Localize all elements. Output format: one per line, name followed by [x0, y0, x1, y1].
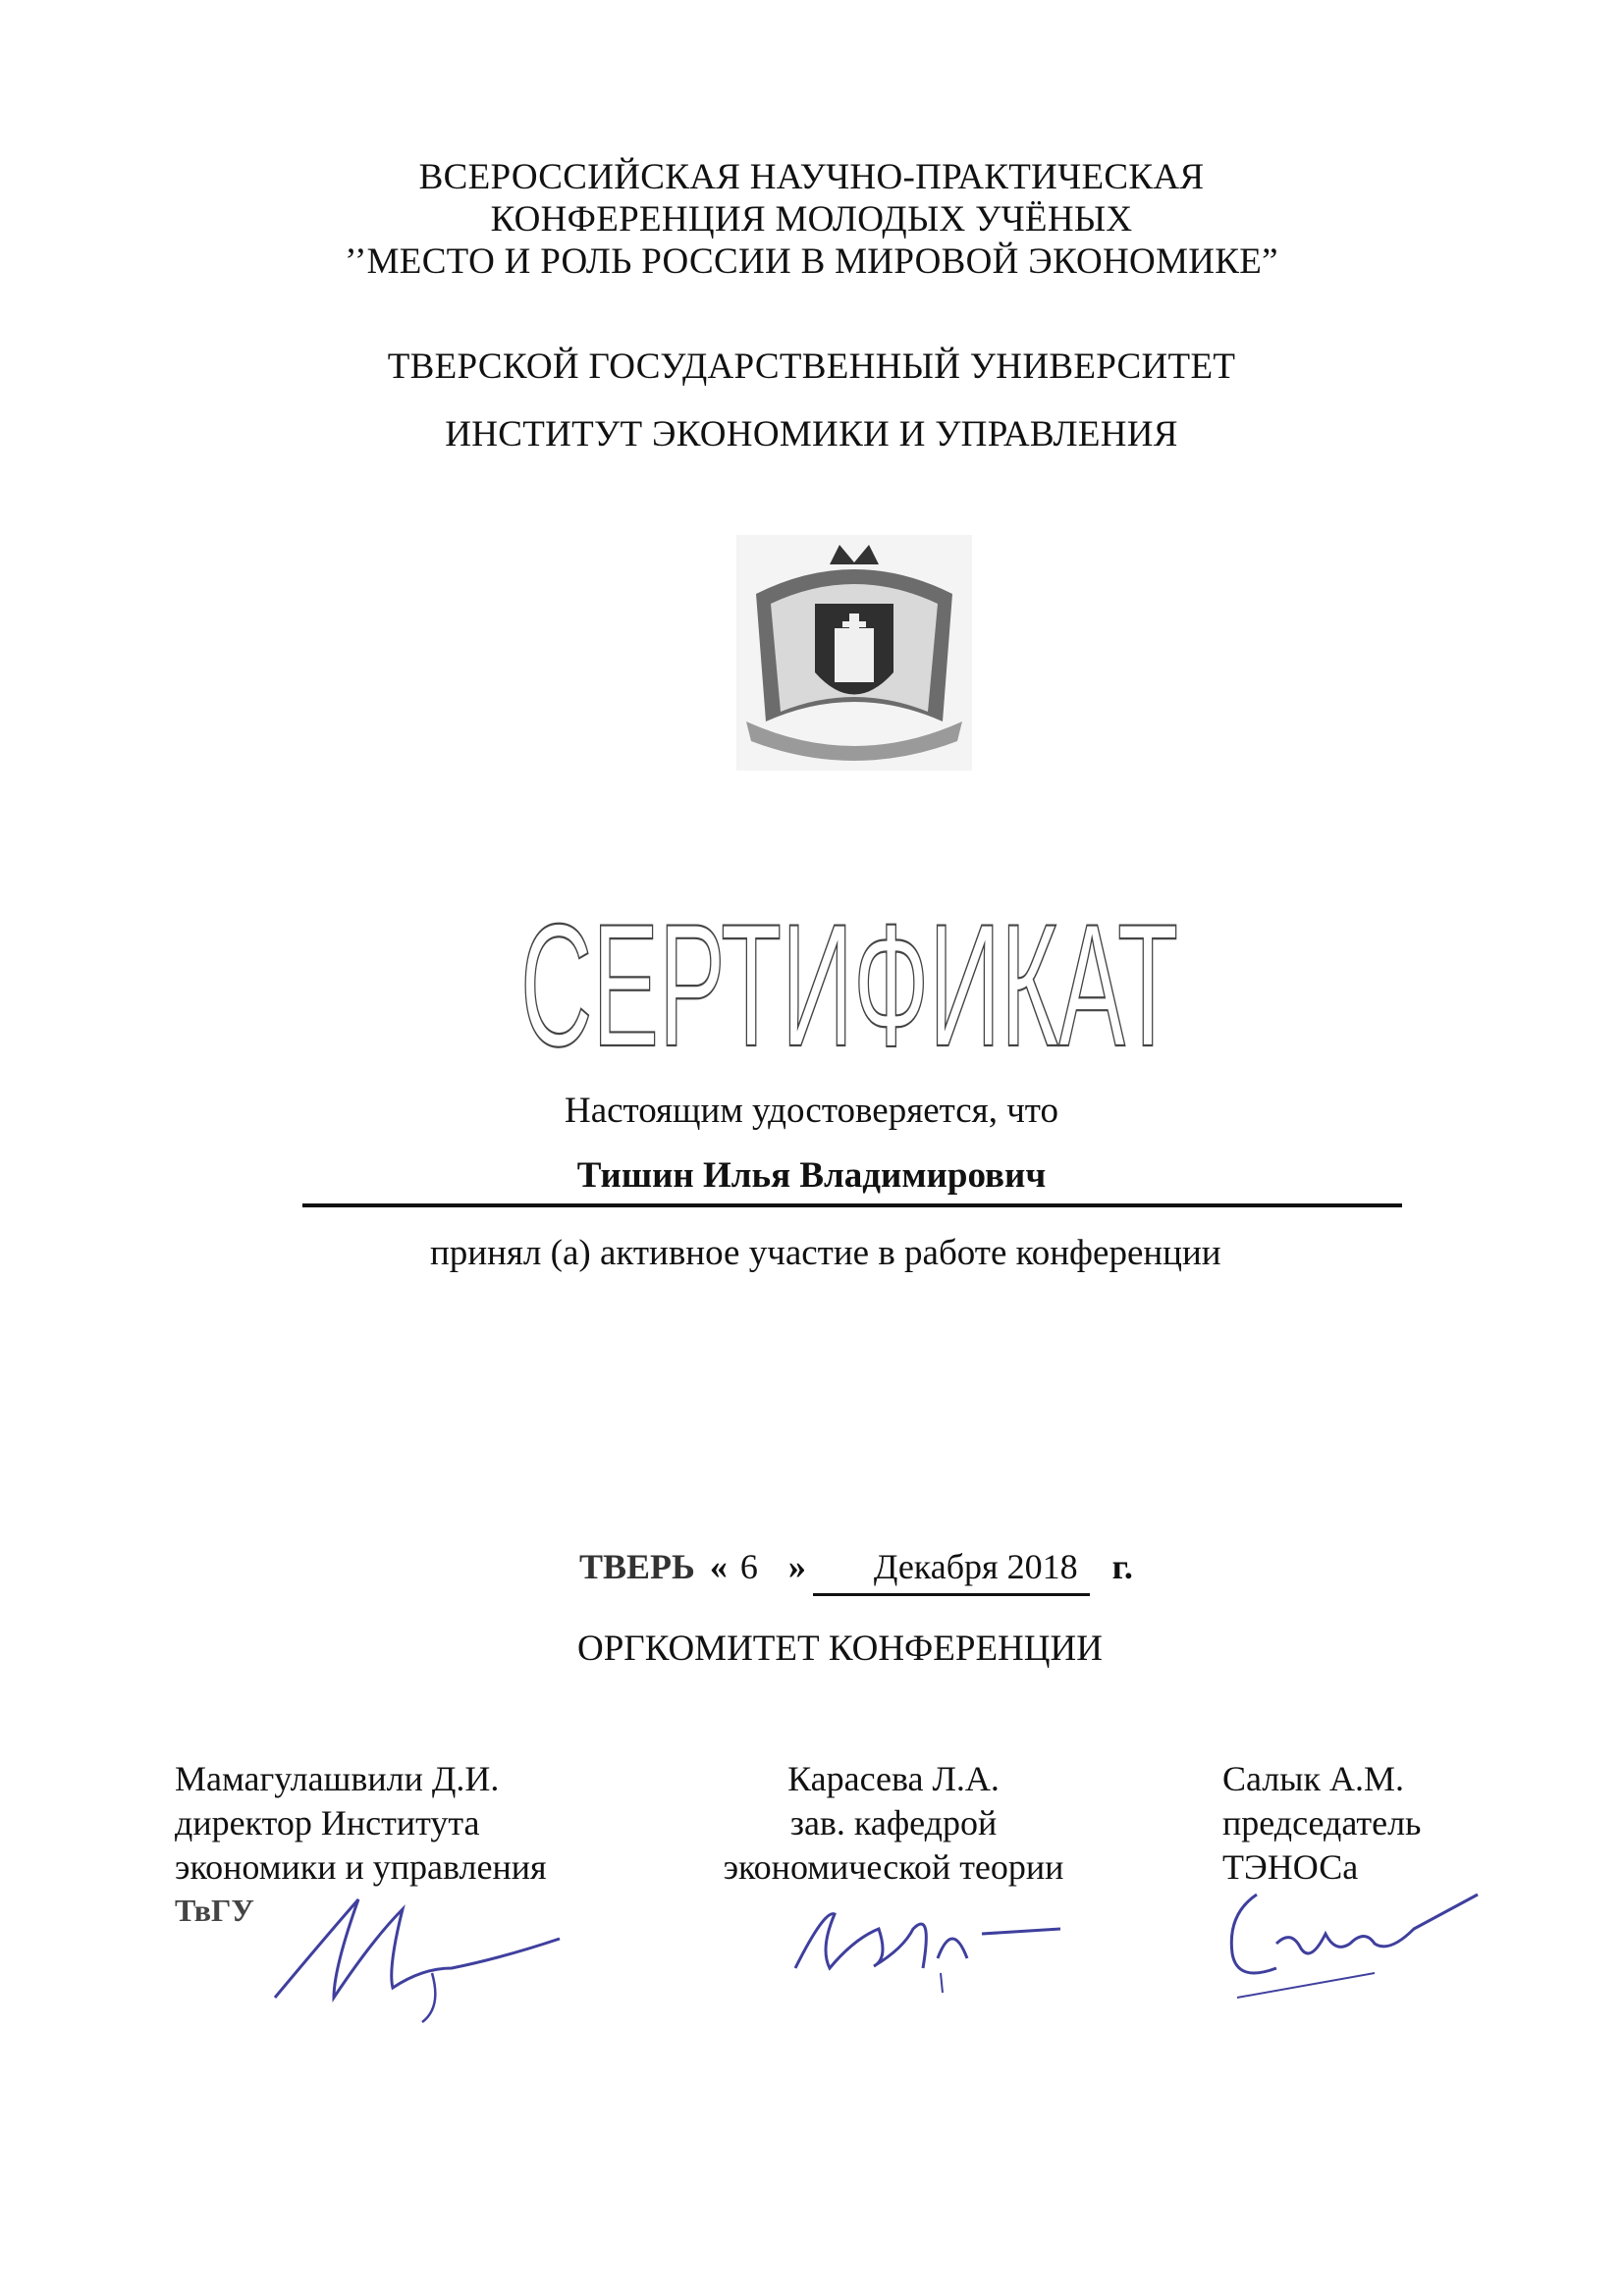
signatory-name: Мамагулашвили Д.И.: [175, 1759, 500, 1798]
conference-title-line-1: ВСЕРОССИЙСКАЯ НАУЧНО-ПРАКТИЧЕСКАЯ: [418, 157, 1205, 197]
conference-title-line-3: ’’МЕСТО И РОЛЬ РОССИИ В МИРОВОЙ ЭКОНОМИКЕ”: [345, 241, 1278, 282]
signatory-role: директор Института: [175, 1803, 480, 1842]
certificate-title: [511, 887, 1188, 1083]
conference-title-line-2: КОНФЕРЕНЦИЯ МОЛОДЫХ УЧЁНЫХ: [490, 199, 1133, 240]
institute-name: ИНСТИТУТ ЭКОНОМИКИ И УПРАВЛЕНИЯ: [445, 414, 1178, 454]
signatory-2: [717, 1757, 1070, 1890]
date-day: 6: [739, 1547, 758, 1586]
signatory-1: [175, 1757, 547, 1890]
coat-of-arms-icon: [736, 535, 972, 771]
signatory-3: [1222, 1757, 1421, 1890]
date-month-year: Декабря 2018: [873, 1547, 1078, 1586]
committee-heading: ОРГКОМИТЕТ КОНФЕРЕНЦИИ: [577, 1629, 1103, 1669]
certificate-title-text: СЕРТИФИКАТ: [520, 887, 1178, 1083]
stamp-text: ТвГУ: [175, 1893, 254, 1928]
recipient-underline: [302, 1203, 1402, 1207]
signature-2: [785, 1890, 1070, 1998]
signatory-role: экономики и управления: [175, 1847, 547, 1887]
date-close-quote: »: [787, 1547, 806, 1586]
participation-statement: принял (а) активное участие в работе конференции: [430, 1233, 1221, 1273]
signatory-name: Салык А.М.: [1222, 1759, 1404, 1798]
date-suffix: г.: [1111, 1547, 1133, 1586]
issue-date: [579, 1546, 1133, 1587]
signature-1: [265, 1880, 579, 2027]
date-underline: [813, 1593, 1090, 1596]
recipient-name: Тишин Илья Владимирович: [576, 1155, 1047, 1196]
university-name: ТВЕРСКОЙ ГОСУДАРСТВЕННЫЙ УНИВЕРСИТЕТ: [387, 347, 1236, 387]
signatory-role: зав. кафедрой: [789, 1803, 998, 1842]
certificate-intro: Настоящим удостоверяется, что: [564, 1091, 1058, 1131]
signatory-role: ТЭНОСа: [1222, 1847, 1359, 1887]
date-open-quote: «: [709, 1547, 728, 1586]
signatory-name: Карасева Л.А.: [787, 1759, 1000, 1798]
signature-3: [1217, 1875, 1492, 2002]
signatory-role: председатель: [1222, 1803, 1422, 1842]
signatory-role: экономической теории: [723, 1847, 1064, 1887]
issue-city: ТВЕРЬ: [579, 1547, 695, 1586]
